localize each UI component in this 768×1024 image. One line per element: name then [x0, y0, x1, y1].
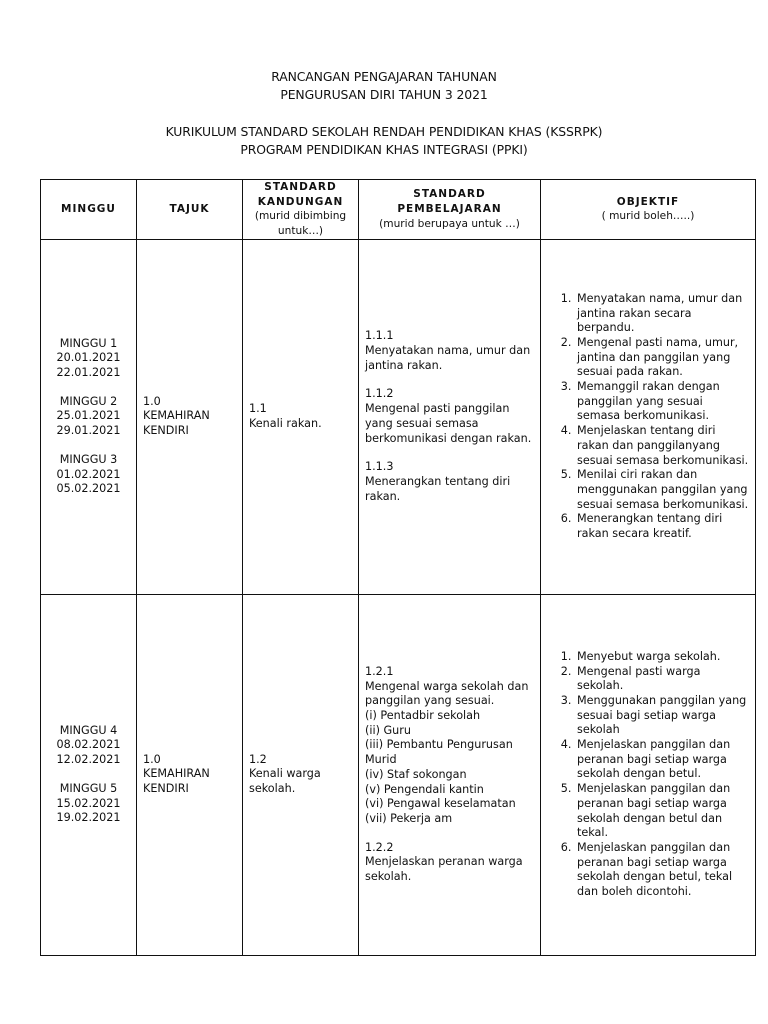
week-block: MINGGU 1 20.01.2021 22.01.2021: [56, 336, 121, 380]
title-line-3: KURIKULUM STANDARD SEKOLAH RENDAH PENDIDIKAN KHAS (KSSRPK): [165, 124, 603, 139]
col-standard-kandungan-header: STANDARD KANDUNGAN (murid dibimbing untuk…): [243, 180, 359, 240]
title-line-4: PROGRAM PENDIDIKAN KHAS INTEGRASI (PPKI): [240, 142, 528, 157]
list-item: 3. Memanggil rakan dengan panggilan yang sesuai semasa berkomunikasi.: [575, 380, 749, 424]
standard-pembelajaran-cell: 1.2.1 Mengenal warga sekolah dan panggilan yang sesuai. (i) Pentadbir sekolah (ii) Guru (iii) Pembantu Pengurusan Murid (iv) Staf sokongan (v) Pengendali kantin (vi) Pengawal keselamatan (vii) Pekerja am 1.2.2 Menjelaskan peranan warga sekolah.: [359, 594, 541, 955]
list-item: 6. Menerangkan tentang diri rakan secara kreatif.: [575, 512, 749, 541]
standard-kandungan-cell: 1.2 Kenali warga sekolah.: [243, 594, 359, 955]
title-line-1: RANCANGAN PENGAJARAN TAHUNAN: [271, 69, 497, 84]
minggu-cell: [41, 239, 137, 594]
list-item: 5. Menjelaskan panggilan dan peranan bagi setiap warga sekolah dengan betul dan tekal.: [575, 782, 749, 841]
list-item: (ii) Guru: [365, 723, 411, 737]
tajuk-cell: 1.0 KEMAHIRAN KENDIRI: [137, 594, 243, 955]
list-item: 4. Menjelaskan panggilan dan peranan bagi setiap warga sekolah dengan betul.: [575, 738, 749, 782]
list-item: 4. Menjelaskan tentang diri rakan dan panggilanyang sesuai semasa berkomunikasi.: [575, 424, 749, 468]
list-item: 6. Menjelaskan panggilan dan peranan bagi setiap warga sekolah dengan betul, tekal dan boleh dicontohi.: [575, 841, 749, 900]
table-row: [41, 239, 756, 594]
objektif-cell: [541, 239, 756, 594]
list-item: (iii) Pembantu Pengurusan Murid: [365, 738, 513, 767]
list-item: 2. Mengenal pasti warga sekolah.: [575, 665, 749, 694]
col-standard-pembelajaran-header: STANDARD PEMBELAJARAN (murid berupaya untuk …): [359, 180, 541, 240]
rpt-table: [40, 179, 756, 956]
week-block: MINGGU 5 15.02.2021 19.02.2021: [56, 781, 121, 825]
col-tajuk-header: TAJUK: [137, 180, 243, 240]
col-minggu-header: MINGGU: [41, 180, 137, 240]
objektif-list: [547, 292, 749, 542]
list-item: 1. Menyatakan nama, umur dan jantina rakan secara berpandu.: [575, 292, 749, 336]
list-item: (vii) Pekerja am: [365, 811, 453, 825]
objektif-list: [547, 650, 749, 900]
table-row: [41, 594, 756, 955]
standard-pembelajaran-cell: 1.1.1 Menyatakan nama, umur dan jantina rakan. 1.1.2 Mengenal pasti panggilan yang sesuai semasa berkomunikasi dengan rakan. 1.1.3 Menerangkan tentang diri rakan.: [359, 239, 541, 594]
week-block: MINGGU 3 01.02.2021 05.02.2021: [56, 452, 121, 496]
title-line-2: PENGURUSAN DIRI TAHUN 3 2021: [280, 87, 488, 102]
week-block: MINGGU 4 08.02.2021 12.02.2021: [56, 723, 121, 767]
list-item: (v) Pengendali kantin: [365, 782, 484, 796]
list-item: 5. Menilai ciri rakan dan menggunakan panggilan yang sesuai semasa berkomunikasi.: [575, 468, 749, 512]
list-item: 2. Mengenal pasti nama, umur, jantina dan panggilan yang sesuai pada rakan.: [575, 336, 749, 380]
list-item: 3. Menggunakan panggilan yang sesuai bagi setiap warga sekolah: [575, 694, 749, 738]
list-item: (iv) Staf sokongan: [365, 767, 467, 781]
table-header-row: [41, 180, 756, 240]
objektif-cell: [541, 594, 756, 955]
list-item: (vi) Pengawal keselamatan: [365, 797, 516, 811]
minggu-cell: [41, 594, 137, 955]
list-item: 1. Menyebut warga sekolah.: [575, 650, 749, 665]
document-title: [0, 68, 768, 104]
week-block: MINGGU 2 25.01.2021 29.01.2021: [56, 394, 121, 438]
tajuk-cell: 1.0 KEMAHIRAN KENDIRI: [137, 239, 243, 594]
list-item: (i) Pentadbir sekolah: [365, 709, 481, 722]
standard-kandungan-cell: 1.1 Kenali rakan.: [243, 239, 359, 594]
curriculum-title: [0, 123, 768, 159]
col-objektif-header: OBJEKTIF ( murid boleh…..): [541, 180, 756, 240]
warga-list: [365, 709, 534, 827]
